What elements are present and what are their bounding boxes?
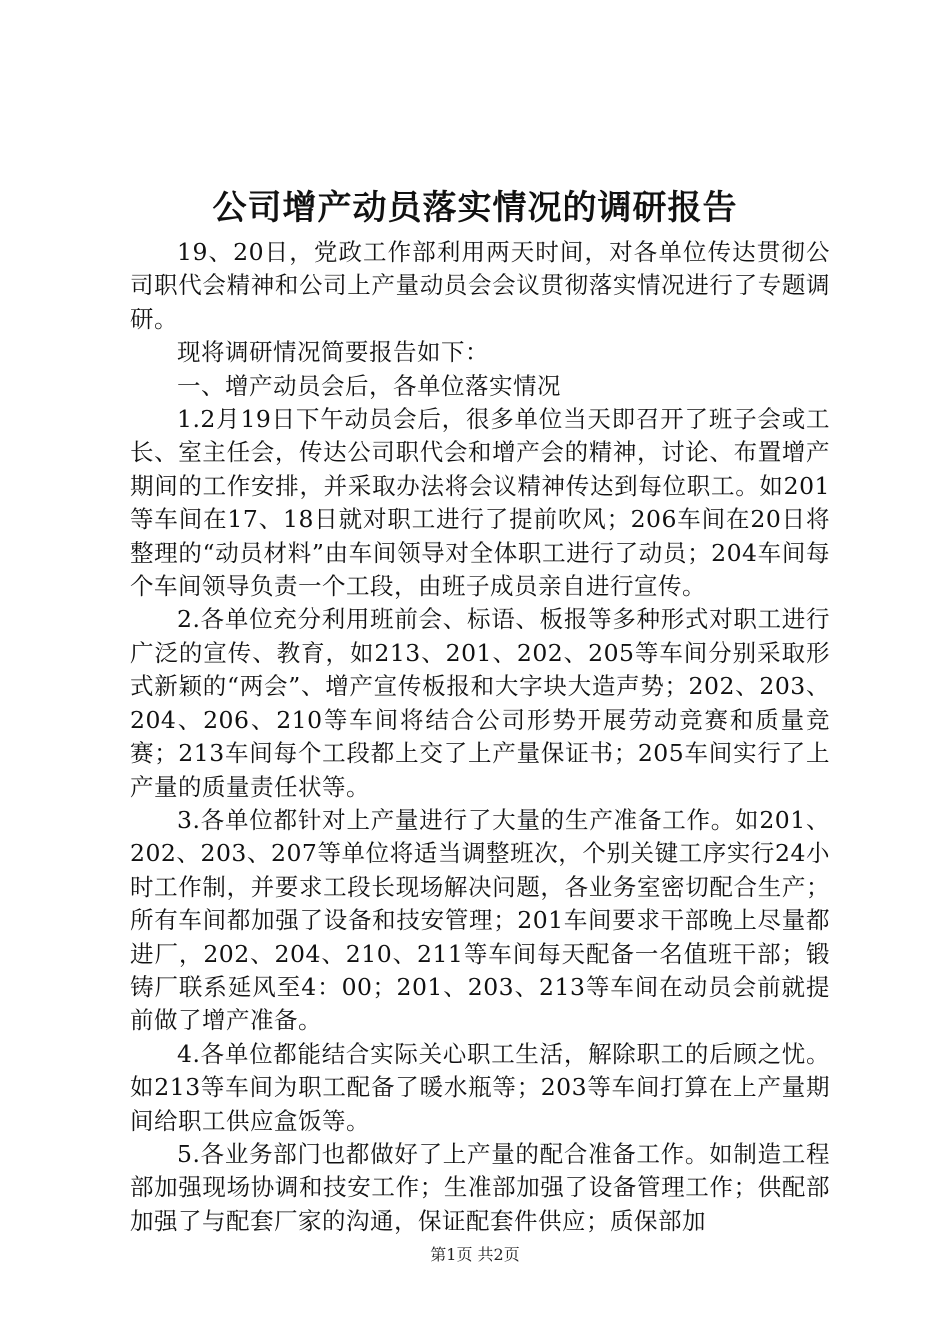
page-number-footer: 第1页 共2页 [430, 1245, 520, 1264]
section-heading-1: 一、增产动员会后，各单位落实情况 [177, 371, 561, 400]
paragraph-item-5: 5.各业务部门也都做好了上产量的配合准备工作。如制造工程部加强现场协调和技安工作；生准部加强了设备管理工作；供配部加强了与配套厂家的沟通，保证配套件供应；质保部加 [130, 1139, 830, 1235]
paragraph-intro: 19、20日，党政工作部利用两天时间，对各单位传达贯彻公司职代会精神和公司上产量动员会会议贯彻落实情况进行了专题调研。 [130, 238, 830, 333]
paragraph-item-4: 4.各单位都能结合实际关心职工生活，解除职工的后顾之忧。如213等车间为职工配备了暖水瓶等；203等车间打算在上产量期间给职工供应盒饭等。 [130, 1039, 830, 1135]
document-title: 公司增产动员落实情况的调研报告 [212, 188, 738, 228]
paragraph-item-1: 1.2月19日下午动员会后，很多单位当天即召开了班子会或工长、室主任会，传达公司职代会和增产会的精神，讨论、布置增产期间的工作安排，并采取办法将会议精神传达到每位职工。如201等车间在17、18日就对职工进行了提前吹风；206车间在20日将整理的“动员材料”由车间领导对全体职工进行了动员；204车间每个车间领导负责一个工段，由班子成员亲自进行宣传。 [130, 405, 830, 601]
paragraph-item-2: 2.各单位充分利用班前会、标语、板报等多种形式对职工进行广泛的宣传、教育，如213、201、202、205等车间分别采取形式新颖的“两会”、增产宣传板报和大字块大造声势；202、203、204、206、210等车间将结合公司形势开展劳动竞赛和质量竞赛；213车间每个工段都上交了上产量保证书；205车间实行了上产量的质量责任状等。 [130, 605, 830, 801]
paragraph-item-3: 3.各单位都针对上产量进行了大量的生产准备工作。如201、202、203、207等单位将适当调整班次，个别关键工序实行24小时工作制，并要求工段长现场解决问题，各业务室密切配合生产；所有车间都加强了设备和技安管理；201车间要求干部晚上尽量都进厂，202、204、210、211等车间每天配备一名值班干部；锻铸厂联系延风至4：00；201、203、213等车间在动员会前就提前做了增产准备。 [130, 805, 830, 1035]
paragraph-report-lead: 现将调研情况简要报告如下： [177, 338, 489, 367]
document-body [130, 236, 830, 1238]
